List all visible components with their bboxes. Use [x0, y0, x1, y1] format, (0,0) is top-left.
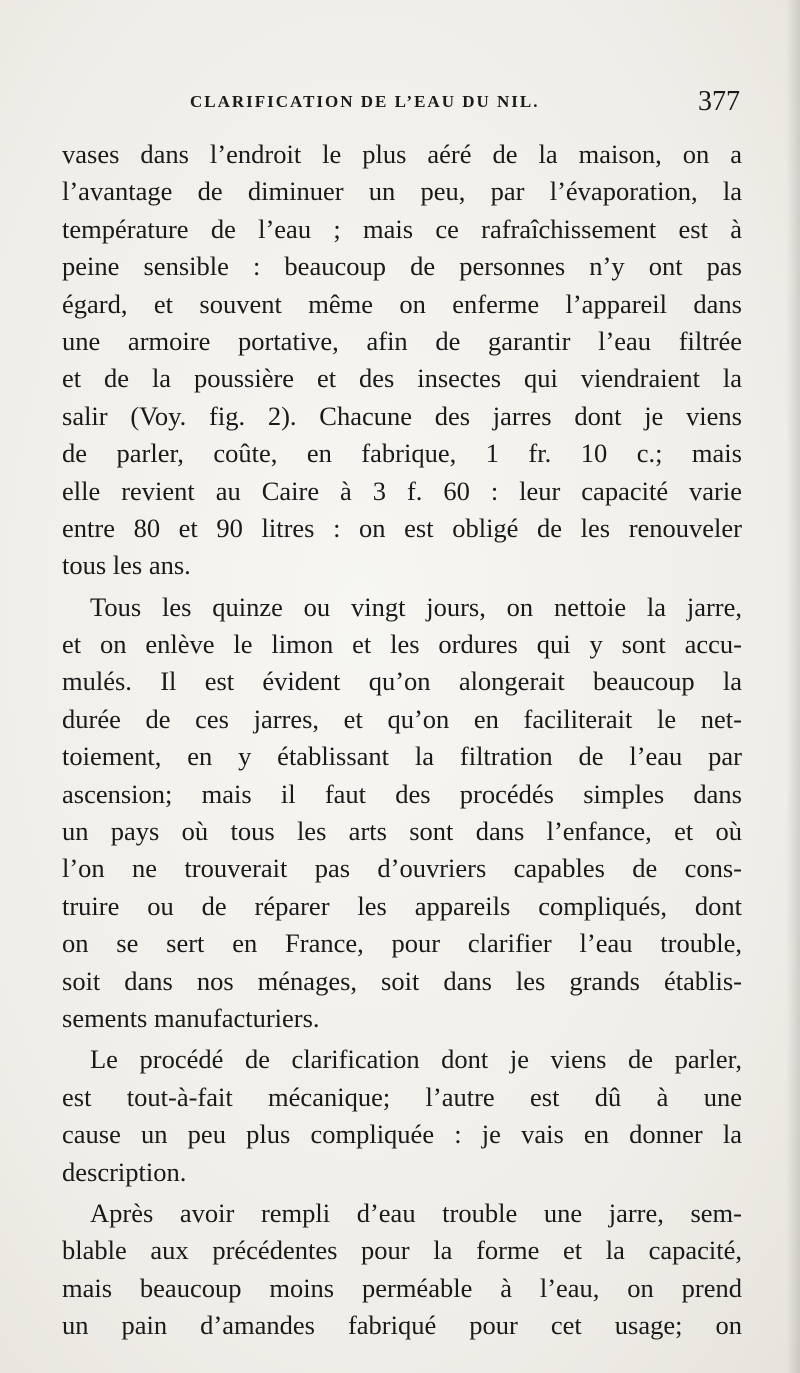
text-line: et on enlève le limon et les ordures qui y sont accu-: [62, 629, 742, 660]
text-line: de parler, coûte, en fabrique, 1 fr. 10 c.; mais: [62, 438, 742, 469]
text-line: soit dans nos ménages, soit dans les grands établis-: [62, 965, 742, 996]
page-header: [190, 86, 740, 126]
text-line: Tous les quinze ou vingt jours, on nettoie la jarre,: [90, 591, 742, 622]
running-title: CLARIFICATION DE L’EAU DU NIL.: [190, 92, 540, 111]
text-line: peine sensible : beaucoup de personnes n’y ont pas: [62, 251, 742, 282]
text-line: l’avantage de diminuer un peu, par l’évaporation, la: [62, 176, 742, 207]
body-text: [62, 136, 742, 1345]
text-line: cause un peu plus compliquée : je vais en donner la: [62, 1119, 742, 1150]
text-line: Le procédé de clarification dont je viens de parler,: [90, 1044, 742, 1075]
text-line: truire ou de réparer les appareils compliqués, dont: [62, 890, 742, 921]
text-line: égard, et souvent même on enferme l’appareil dans: [62, 288, 742, 319]
paragraph: [62, 589, 742, 1038]
paragraph: [62, 1195, 742, 1345]
page-number: 377: [698, 86, 740, 117]
text-line: température de l’eau ; mais ce rafraîchissement est à: [62, 213, 742, 244]
text-line: et de la poussière et des insectes qui viendraient la: [62, 363, 742, 394]
text-line: elle revient au Caire à 3 f. 60 : leur capacité varie: [62, 475, 742, 506]
text-line: on se sert en France, pour clarifier l’eau trouble,: [62, 928, 742, 959]
paragraph: [62, 1041, 742, 1191]
text-line: mulés. Il est évident qu’on alongerait beaucoup la: [62, 666, 742, 697]
text-line: un pain d’amandes fabriqué pour cet usage; on: [62, 1310, 742, 1341]
text-line: Après avoir rempli d’eau trouble une jarre, sem-: [90, 1197, 742, 1228]
text-line: durée de ces jarres, et qu’on en faciliterait le net-: [62, 703, 742, 734]
text-line: entre 80 et 90 litres : on est obligé de les renouveler: [62, 512, 742, 543]
text-line: tous les ans.: [62, 550, 191, 581]
text-line: vases dans l’endroit le plus aéré de la maison, on a: [62, 139, 742, 169]
paragraph: [62, 136, 742, 585]
text-line: mais beaucoup moins perméable à l’eau, on prend: [62, 1272, 742, 1303]
text-line: description.: [62, 1156, 187, 1187]
text-line: est tout-à-fait mécanique; l’autre est dû à une: [62, 1081, 742, 1112]
text-line: sements manufacturiers.: [62, 1002, 320, 1033]
text-line: l’on ne trouverait pas d’ouvriers capables de cons-: [62, 853, 742, 884]
text-line: blable aux précédentes pour la forme et la capacité,: [62, 1235, 742, 1266]
page-edge-shadow: [786, 0, 800, 1373]
text-line: un pays où tous les arts sont dans l’enfance, et où: [62, 816, 742, 847]
text-line: ascension; mais il faut des procédés simples dans: [62, 778, 742, 809]
text-line: salir (Voy. fig. 2). Chacune des jarres dont je viens: [62, 400, 742, 431]
text-line: une armoire portative, afin de garantir l’eau filtrée: [62, 325, 742, 356]
text-line: toiement, en y établissant la filtration de l’eau par: [62, 741, 742, 772]
